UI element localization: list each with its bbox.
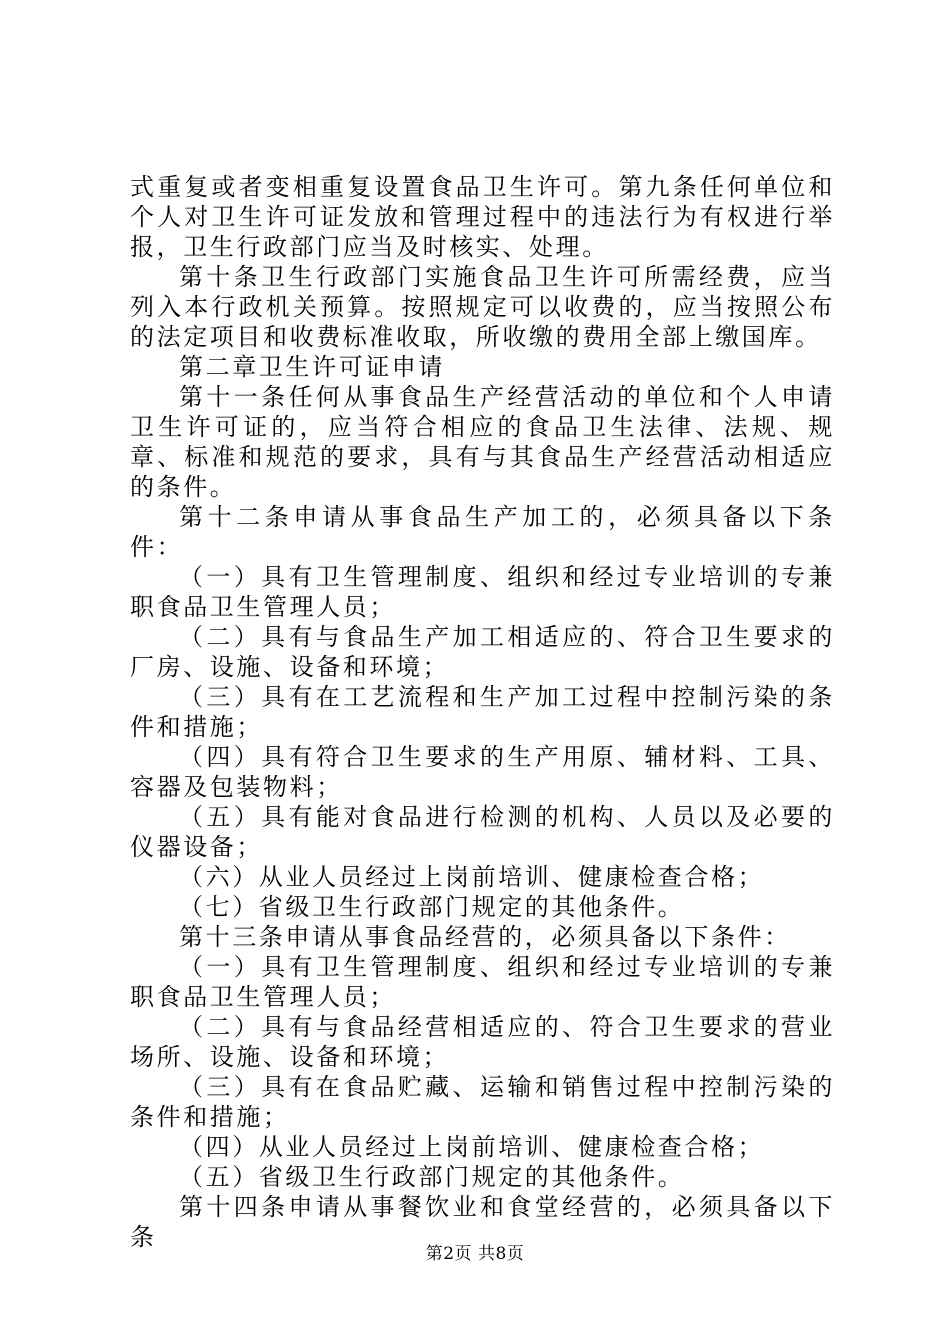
page-footer — [0, 1243, 950, 1265]
list-item-article-13-3: （三）具有在食品贮藏、运输和销售过程中控制污染的条件和措施； — [130, 1073, 835, 1131]
page-number: 第2页 共8页 — [425, 1244, 525, 1264]
paragraph-article-9-continuation: 式重复或者变相重复设置食品卫生许可。第九条任何单位和个人对卫生许可证发放和管理过程中的违法行为有权进行举报，卫生行政部门应当及时核实、处理。 — [130, 173, 835, 261]
list-item-article-12-5: （五）具有能对食品进行检测的机构、人员以及必要的仪器设备； — [130, 803, 835, 861]
paragraph-article-14: 第十四条申请从事餐饮业和食堂经营的，必须具备以下条 — [130, 1193, 835, 1251]
list-item-article-12-6: （六）从业人员经过上岗前培训、健康检查合格； — [179, 863, 765, 891]
paragraph-article-13: 第十三条申请从事食品经营的，必须具备以下条件： — [179, 923, 791, 951]
list-item-article-12-7: （七）省级卫生行政部门规定的其他条件。 — [179, 893, 685, 921]
document-body — [130, 172, 835, 1252]
list-item-article-13-5: （五）省级卫生行政部门规定的其他条件。 — [179, 1163, 685, 1191]
paragraph-article-10: 第十条卫生行政部门实施食品卫生许可所需经费，应当列入本行政机关预算。按照规定可以收费的，应当按照公布的法定项目和收费标准收取，所收缴的费用全部上缴国库。 — [130, 263, 835, 351]
list-item-article-12-3: （三）具有在工艺流程和生产加工过程中控制污染的条件和措施； — [130, 683, 835, 741]
list-item-article-13-2: （二）具有与食品经营相适应的、符合卫生要求的营业场所、设施、设备和环境； — [130, 1013, 835, 1071]
list-item-article-13-1: （一）具有卫生管理制度、组织和经过专业培训的专兼职食品卫生管理人员； — [130, 953, 835, 1011]
list-item-article-12-4: （四）具有符合卫生要求的生产用原、辅材料、工具、容器及包装物料； — [130, 743, 835, 801]
paragraph-article-12: 第十二条申请从事食品生产加工的，必须具备以下条件： — [130, 503, 835, 561]
paragraph-article-11: 第十一条任何从事食品生产经营活动的单位和个人申请卫生许可证的，应当符合相应的食品卫生法律、法规、规章、标准和规范的要求，具有与其食品生产经营活动相适应的条件。 — [130, 383, 835, 501]
list-item-article-12-1: （一）具有卫生管理制度、组织和经过专业培训的专兼职食品卫生管理人员； — [130, 563, 835, 621]
list-item-article-13-4: （四）从业人员经过上岗前培训、健康检查合格； — [179, 1133, 765, 1161]
list-item-article-12-2: （二）具有与食品生产加工相适应的、符合卫生要求的厂房、设施、设备和环境； — [130, 623, 835, 681]
chapter-2-heading: 第二章卫生许可证申请 — [179, 353, 445, 381]
